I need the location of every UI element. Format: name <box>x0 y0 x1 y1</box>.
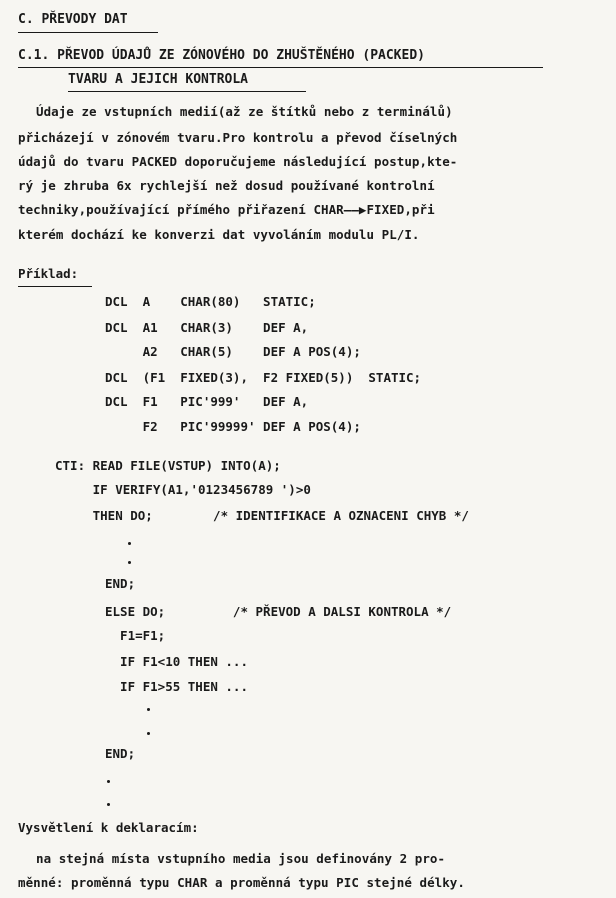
explanation-line: měnné: proměnná typu CHAR a proměnná typu PIC stejné délky. <box>18 875 465 890</box>
subsection-heading-line-2: TVARU A JEJICH KONTROLA <box>68 72 249 87</box>
intro-line: údajů do tvaru PACKED doporučujeme následující postup,kte- <box>18 154 458 169</box>
code-line: IF F1<10 THEN ... <box>105 654 248 669</box>
subsection-heading-underline-1 <box>18 67 543 68</box>
ellipsis-dot <box>147 708 150 711</box>
intro-line: techniky,používající přímého přiřazení CHAR——▶FIXED,při <box>18 202 435 217</box>
section-heading-underline <box>18 32 158 33</box>
code-declaration-line: DCL F1 PIC'999' DEF A, <box>105 394 309 409</box>
code-line: ELSE DO; /* PŘEVOD A DALSI KONTROLA */ <box>105 604 452 619</box>
intro-line: kterém dochází ke konverzi dat vyvoláním modulu PL/I. <box>18 227 420 242</box>
explanation-label: Vysvětlení k deklaracím: <box>18 820 199 835</box>
code-declaration-line: DCL (F1 FIXED(3), F2 FIXED(5)) STATIC; <box>105 370 422 385</box>
code-declaration-line: DCL A CHAR(80) STATIC; <box>105 294 316 309</box>
code-line: END; <box>105 746 136 761</box>
code-declaration-line: A2 CHAR(5) DEF A POS(4); <box>105 344 361 359</box>
code-line: IF VERIFY(A1,'0123456789 ')>0 <box>55 482 311 497</box>
code-line: END; <box>105 576 136 591</box>
ellipsis-dot <box>107 780 110 783</box>
code-line: F1=F1; <box>105 628 166 643</box>
example-label: Příklad: <box>18 266 79 281</box>
subsection-heading-underline-2 <box>68 91 306 92</box>
ellipsis-dot <box>147 732 150 735</box>
code-line: IF F1>55 THEN ... <box>105 679 248 694</box>
subsection-heading-line-1: C.1. PŘEVOD ÚDAJŮ ZE ZÓNOVÉHO DO ZHUŠTĚNÉHO (PACKED) <box>18 48 425 63</box>
ellipsis-dot <box>128 561 131 564</box>
intro-line: rý je zhruba 6x rychlejší než dosud používané kontrolní <box>18 178 435 193</box>
code-declaration-line: F2 PIC'99999' DEF A POS(4); <box>105 419 361 434</box>
code-line: CTI: READ FILE(VSTUP) INTO(A); <box>55 458 281 473</box>
ellipsis-dot <box>107 803 110 806</box>
explanation-line: na stejná místa vstupního media jsou definovány 2 pro- <box>36 851 446 866</box>
example-label-underline <box>18 286 92 287</box>
ellipsis-dot <box>128 542 131 545</box>
code-declaration-line: DCL A1 CHAR(3) DEF A, <box>105 320 309 335</box>
code-line: THEN DO; /* IDENTIFIKACE A OZNACENI CHYB */ <box>55 508 469 523</box>
intro-line: přicházejí v zónovém tvaru.Pro kontrolu a převod číselných <box>18 130 458 145</box>
section-heading: C. PŘEVODY DAT <box>18 12 128 27</box>
intro-line: Údaje ze vstupních medií(až ze štítků nebo z terminálů) <box>36 104 453 119</box>
